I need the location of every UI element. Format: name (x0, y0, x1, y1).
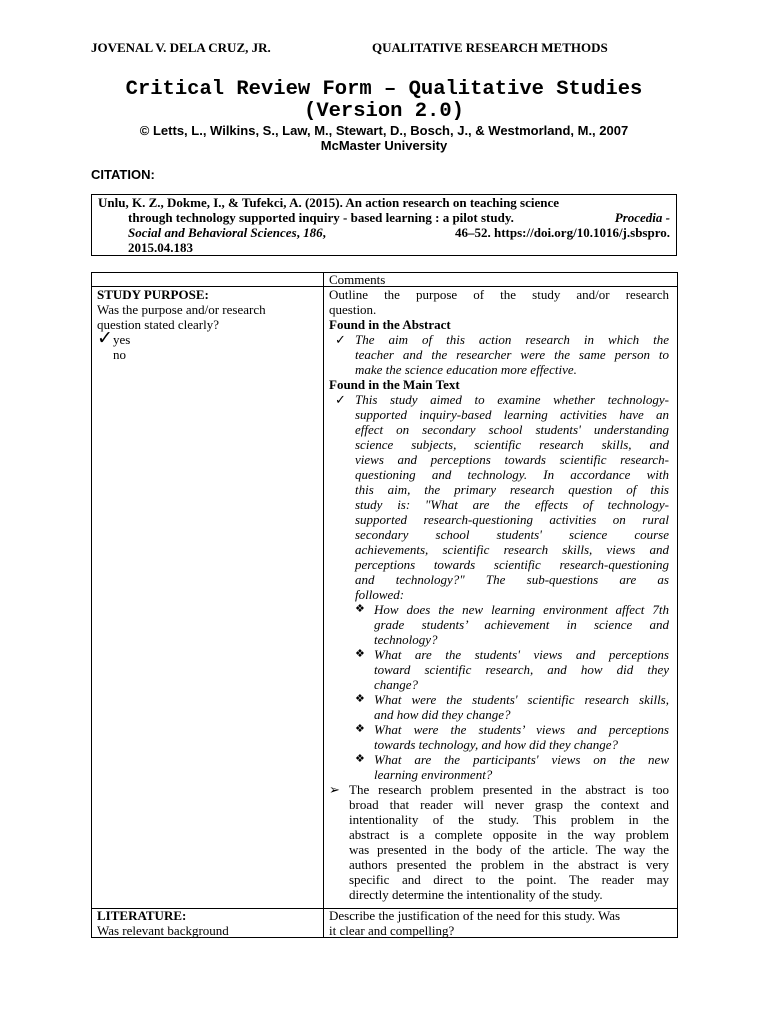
check-bullet-icon: ✓ (335, 332, 346, 347)
review-table (91, 272, 678, 938)
arrow-bullet-icon: ➢ (329, 782, 340, 797)
remark-line: specific and direct to the point. The reader may (349, 872, 669, 887)
study-purpose-question-line2: question stated clearly? (97, 317, 220, 332)
main-text-line: and technology?" The sub-questions are as (355, 572, 669, 587)
sub-question-line: learning environment? (374, 767, 493, 782)
citation-volume: 186 (303, 225, 323, 240)
authors-line: © Letts, L., Wilkins, S., Law, M., Stewart, D., Bosch, J., & Westmorland, M., 2007 (139, 123, 629, 138)
main-text-line: supported research-questioning activities on rural (355, 512, 669, 527)
comments-header: Comments (329, 272, 386, 287)
main-text-line: views and perceptions towards scientific research- (355, 452, 669, 467)
checkmark-icon: ✓ (97, 328, 113, 349)
diamond-bullet-icon: ❖ (355, 723, 365, 735)
main-text-line: This study aimed to examine whether technology- (355, 392, 669, 407)
remark-line: abstract is a complete opposite in the way problem (349, 827, 669, 842)
form-title: Critical Review Form – Qualitative Studies (125, 78, 643, 101)
header-author: JOVENAL V. DELA CRUZ, JR. (91, 40, 271, 55)
remark-line: authors presented the problem in the abstract is very (349, 857, 669, 872)
main-text-heading: Found in the Main Text (329, 377, 460, 392)
literature-comment-line2: it clear and compelling? (329, 923, 455, 938)
option-yes-label: yes (113, 332, 131, 347)
table-header-left-cell (91, 272, 324, 287)
main-text-line: science subjects, scientific research skills, and (355, 437, 669, 452)
study-purpose-left-cell (91, 286, 324, 909)
sub-question-line: grade students’ achievement in science and (374, 617, 669, 632)
diamond-bullet-icon: ❖ (355, 648, 365, 660)
literature-question-line1: Was relevant background (97, 923, 229, 938)
main-text-line: this aim, the primary research question of this (355, 482, 669, 497)
literature-heading: LITERATURE: (97, 908, 187, 923)
sub-question-line: towards technology, and how did they change? (374, 737, 618, 752)
sub-question-line: and how did they change? (374, 707, 511, 722)
sub-question-line: change? (374, 677, 419, 692)
form-version: (Version 2.0) (304, 100, 464, 123)
sub-question-line: What were the students’ views and perceptions (374, 722, 669, 737)
main-text-line: questioning and technology. In accordance with (355, 467, 669, 482)
check-bullet-icon: ✓ (335, 392, 346, 407)
main-text-line: supported inquiry-based learning activities have an (355, 407, 669, 422)
main-text-line: perceptions towards scientific research-questioning (355, 557, 669, 572)
citation-line-1: Unlu, K. Z., Dokme, I., & Tufekci, A. (2015). An action research on teaching science (98, 195, 560, 210)
citation-journal-end: Social and Behavioral Sciences (128, 225, 297, 240)
literature-comment-line1: Describe the justification of the need for this study. Was (329, 908, 621, 923)
abstract-quote-line: The aim of this action research in which the (355, 332, 669, 347)
citation-line-2 (98, 210, 670, 225)
remark-line: intentionality of the study. This problem in the (349, 812, 669, 827)
citation-label: CITATION: (91, 167, 155, 182)
remark-line: The research problem presented in the abstract is too (349, 782, 669, 797)
citation-box (91, 194, 677, 256)
form-authors (0, 123, 768, 153)
outline-instruction-line2: question. (329, 302, 377, 317)
main-text-line: study is: "What are the effects of technology- (355, 497, 669, 512)
remark-line: was presented in the body of the article. The way the (349, 842, 669, 857)
outline-instruction-text: Outline the purpose of the study and/or research (329, 287, 669, 302)
citation-journal-start: Procedia - (614, 210, 670, 225)
remark-line: broad that reader will never grasp the context and (349, 797, 669, 812)
citation-text (98, 195, 670, 255)
sub-question-line: toward scientific research, and how did they (374, 662, 669, 677)
diamond-bullet-icon: ❖ (355, 753, 365, 765)
main-text-line: secondary school students' science course (355, 527, 669, 542)
main-text-line: effect on secondary school students' understanding (355, 422, 669, 437)
sub-question-line: What were the students' scientific research skills, (374, 692, 669, 707)
diamond-bullet-icon: ❖ (355, 693, 365, 705)
authors-institution: McMaster University (320, 138, 448, 153)
citation-pages-doi: 46–52. https://doi.org/10.1016/j.sbspro. (454, 225, 670, 240)
main-text-line: followed: (355, 587, 405, 602)
outline-instruction-line1 (329, 287, 669, 302)
remark-line: directly determine the intentionality of the study. (349, 887, 603, 902)
citation-line-3: Social and Behavioral Sciences, 186, 46–52. https://doi.org/10.1016/j.sbspro. (128, 225, 670, 240)
citation-line-4: 2015.04.183 (128, 240, 193, 255)
sub-question-line: What are the students' views and perceptions (374, 647, 669, 662)
option-no-label: no (113, 347, 126, 362)
study-purpose-question-line1: Was the purpose and/or research (97, 302, 266, 317)
abstract-quote-line: make the science education more effective. (355, 362, 577, 377)
header-course: QUALITATIVE RESEARCH METHODS (372, 40, 608, 55)
sub-question-line: What are the participants' views on the new (374, 752, 669, 767)
diamond-bullet-icon: ❖ (355, 603, 365, 615)
citation-title-end: through technology supported inquiry - based learning : a pilot study. (128, 210, 514, 225)
sub-question-line: How does the new learning environment affect 7th (374, 602, 669, 617)
abstract-heading: Found in the Abstract (329, 317, 451, 332)
main-text-line: achievements, scientific research skills, views and (355, 542, 669, 557)
sub-question-line: technology? (374, 632, 438, 647)
study-purpose-heading: STUDY PURPOSE: (97, 287, 209, 302)
abstract-quote-line: teacher and the researcher were the same person to (355, 347, 669, 362)
